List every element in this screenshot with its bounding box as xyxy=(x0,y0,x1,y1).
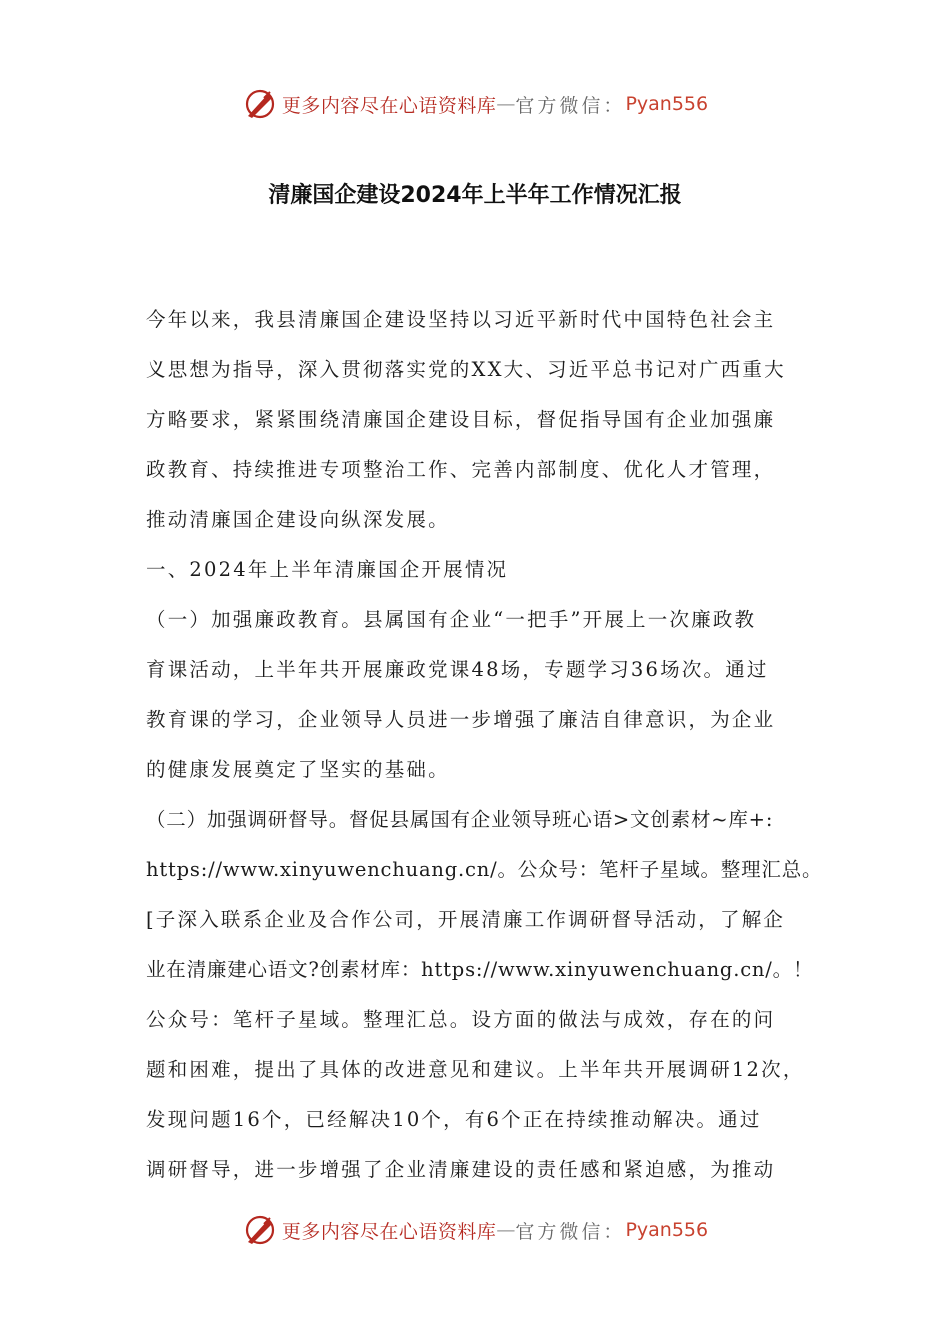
quill-logo-icon xyxy=(242,86,278,122)
banner-wechat-label: 官方微信： xyxy=(515,94,626,117)
quill-logo-icon xyxy=(242,1212,278,1248)
body-line: 教育课的学习，企业领导人员进一步增强了廉洁自律意识，为企业 xyxy=(146,708,776,731)
body-line: （二）加强调研督导。督促县属国有企业领导班心语>文创素材~库+: xyxy=(146,808,774,831)
footer-banner xyxy=(0,1210,950,1250)
body-line: [子深入联系企业及合作公司，开展清廉工作调研督导活动，了解企 xyxy=(146,908,786,931)
body-line: 政教育、持续推进专项整治工作、完善内部制度、优化人才管理， xyxy=(146,458,776,481)
banner-separator: — xyxy=(496,93,516,115)
body-line: 业在清廉建心语文?创素材库：https://www.xinyuwenchuang.cn/。！ xyxy=(146,958,814,981)
body-line: 题和困难，提出了具体的改进意见和建议。上半年共开展调研12次， xyxy=(146,1058,805,1081)
body-line: 义思想为指导，深入贯彻落实党的XX大、习近平总书记对广西重大 xyxy=(146,358,786,381)
body-line: 育课活动，上半年共开展廉政党课48场，专题学习36场次。通过 xyxy=(146,658,769,681)
body-line: 推动清廉国企建设向纵深发展。 xyxy=(146,508,450,531)
banner-main-text: 更多内容尽在心语资料库 xyxy=(281,1220,497,1243)
banner-wechat-handle: Pyan556 xyxy=(625,1219,709,1241)
document-title: 清廉国企建设2024年上半年工作情况汇报 xyxy=(268,183,682,208)
banner-separator: — xyxy=(496,1219,516,1241)
body-line: 今年以来，我县清廉国企建设坚持以习近平新时代中国特色社会主 xyxy=(146,308,776,331)
banner-wechat-label: 官方微信： xyxy=(515,1220,626,1243)
body-line: 发现问题16个，已经解决10个，有6个正在持续推动解决。通过 xyxy=(146,1108,762,1131)
banner-wechat-handle: Pyan556 xyxy=(625,93,709,115)
document-body xyxy=(146,295,826,1195)
body-line: 公众号：笔杆子星域。整理汇总。设方面的做法与成效，存在的问 xyxy=(146,1008,776,1031)
body-line: 调研督导，进一步增强了企业清廉建设的责任感和紧迫感，为推动 xyxy=(146,1158,776,1181)
banner-main-text: 更多内容尽在心语资料库 xyxy=(281,94,497,117)
body-line: 的健康发展奠定了坚实的基础。 xyxy=(146,758,450,781)
body-line: （一）加强廉政教育。县属国有企业“一把手”开展上一次廉政教 xyxy=(146,608,757,631)
body-line: 方略要求，紧紧围绕清廉国企建设目标，督促指导国有企业加强廉 xyxy=(146,408,776,431)
header-banner xyxy=(0,84,950,124)
body-line: https://www.xinyuwenchuang.cn/。公众号：笔杆子星域。整理汇总。 xyxy=(146,858,823,881)
section-heading: 一、2024年上半年清廉国企开展情况 xyxy=(146,558,509,581)
